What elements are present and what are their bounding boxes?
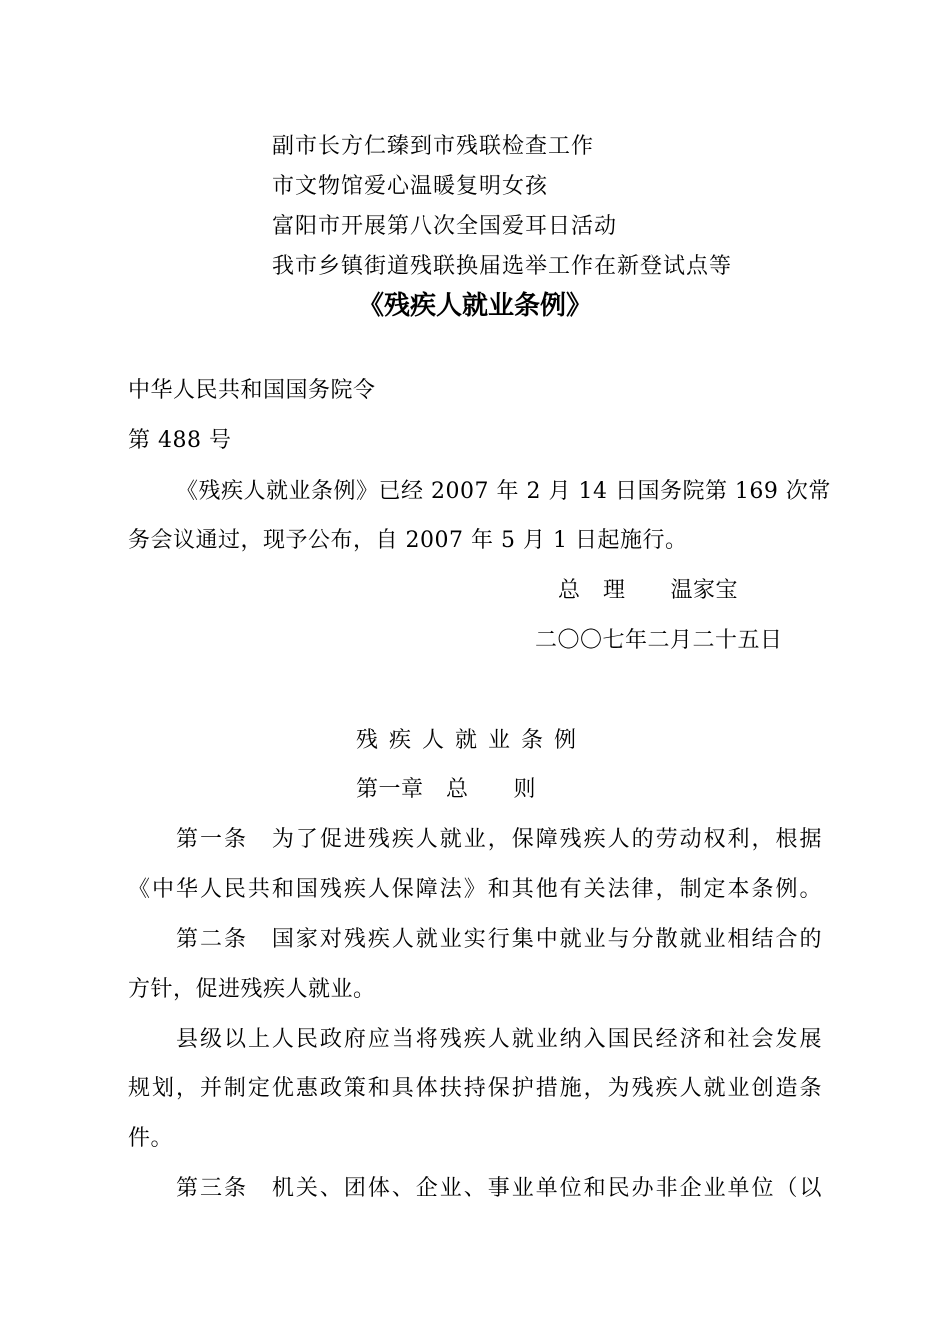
article-line: 第一条 为了促进残疾人就业，保障残疾人的劳动权利，根据 (176, 827, 822, 852)
news-item: 市文物馆爱心温暖复明女孩 (272, 174, 549, 199)
news-item: 我市乡镇街道残联换届选举工作在新登试点等 (272, 254, 733, 279)
article-line: 县级以上人民政府应当将残疾人就业纳入国民经济和社会发展 (176, 1027, 822, 1052)
decree-date: 二〇〇七年二月二十五日 (535, 628, 783, 653)
news-item: 富阳市开展第八次全国爱耳日活动 (272, 214, 618, 239)
article-line: 《中华人民共和国残疾人保障法》和其他有关法律，制定本条例。 (128, 877, 822, 902)
decree-number: 第 488 号 (128, 428, 232, 453)
decree-text-line: 务会议通过，现予公布，自 2007 年 5 月 1 日起施行。 (128, 528, 688, 553)
article-line: 规划，并制定优惠政策和具体扶持保护措施，为残疾人就业创造条 (128, 1076, 822, 1101)
regulation-title: 残 疾 人 就 业 条 例 (356, 728, 578, 753)
article-line: 件。 (128, 1126, 174, 1151)
decree-signature: 总 理 温家宝 (558, 578, 739, 603)
chapter-heading: 第一章 总 则 (356, 777, 537, 802)
document-title: 《残疾人就业条例》 (357, 291, 592, 321)
news-item: 副市长方仁臻到市残联检查工作 (272, 134, 595, 159)
article-line: 方针，促进残疾人就业。 (128, 977, 376, 1002)
article-line: 第三条 机关、团体、企业、事业单位和民办非企业单位（以 (176, 1176, 822, 1201)
article-line: 第二条 国家对残疾人就业实行集中就业与分散就业相结合的 (176, 927, 822, 952)
decree-text-line: 《残疾人就业条例》已经 2007 年 2 月 14 日国务院第 169 次常 (176, 479, 831, 504)
decree-issuer: 中华人民共和国国务院令 (128, 378, 376, 403)
